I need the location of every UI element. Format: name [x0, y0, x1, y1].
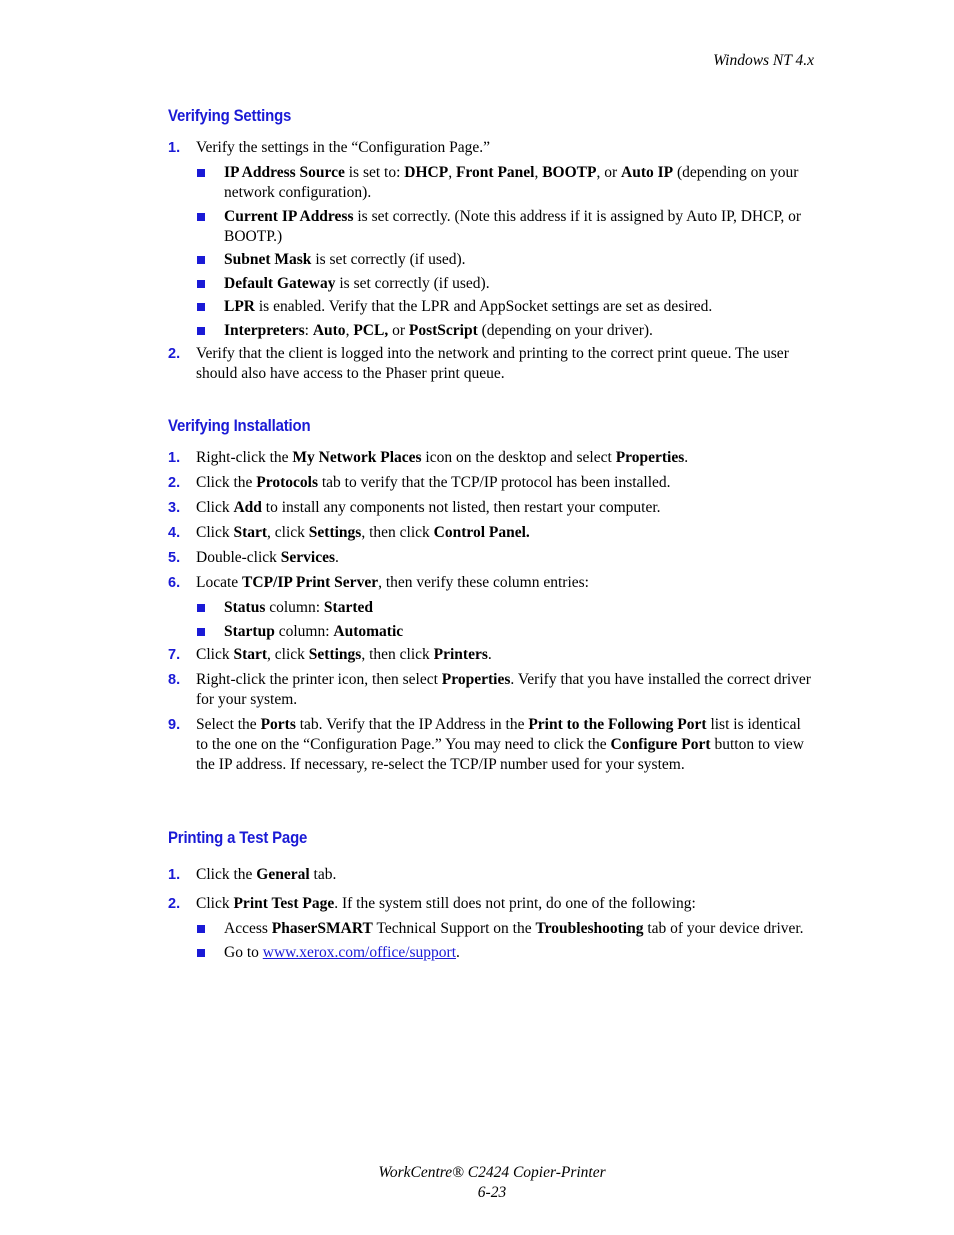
step-number: 5.	[168, 550, 181, 566]
list-item	[168, 865, 813, 885]
text: .	[684, 449, 689, 466]
bullet-item	[168, 274, 813, 294]
section-verifying-settings	[168, 106, 813, 389]
term: Interpreters	[224, 321, 305, 339]
section-verifying-installation	[168, 416, 813, 780]
term: Auto IP	[621, 164, 674, 181]
term: Add	[233, 499, 262, 516]
term: Start	[233, 646, 268, 663]
term: Automatic	[333, 622, 404, 640]
term: DHCP	[404, 164, 449, 181]
bullet-item	[168, 919, 813, 939]
text: Access	[224, 920, 272, 937]
list-item	[168, 894, 813, 914]
term: Default Gateway	[224, 274, 336, 292]
step-number: 2.	[168, 896, 181, 912]
square-bullet-icon	[197, 949, 205, 957]
page-footer	[0, 1163, 954, 1203]
bullet-item	[168, 207, 813, 247]
term: Status	[224, 599, 266, 616]
bullet-item	[168, 250, 813, 270]
text: to install any components not listed, then restart your computer.	[261, 499, 661, 516]
section-heading: Verifying Settings	[168, 106, 292, 125]
section-printing-test-page	[168, 828, 813, 966]
text: Right-click the	[196, 449, 293, 466]
square-bullet-icon	[197, 628, 205, 636]
term: LPR	[224, 298, 255, 315]
term: Settings	[308, 524, 362, 541]
term: BOOTP	[542, 164, 597, 181]
term: Subnet Mask	[224, 251, 312, 268]
term: Ports	[260, 716, 296, 733]
square-bullet-icon	[197, 256, 205, 264]
text: Locate	[196, 574, 243, 591]
square-bullet-icon	[197, 169, 205, 177]
text: tab. Verify that the IP Address in the	[295, 716, 529, 733]
step-number: 1.	[168, 450, 181, 466]
text: is enabled. Verify that the LPR and AppSocket settings are set as desired.	[255, 298, 713, 315]
product-name: WorkCentre® C2424 Copier-Printer	[378, 1164, 606, 1181]
square-bullet-icon	[197, 213, 205, 221]
text: tab.	[309, 866, 337, 883]
term: Printers	[433, 646, 488, 663]
list-item	[168, 138, 813, 158]
list-item	[168, 448, 813, 468]
text: Go to	[224, 943, 263, 961]
text: is set correctly (if used).	[335, 274, 490, 292]
term: IP Address Source	[224, 164, 345, 181]
step-number: 9.	[168, 717, 181, 733]
step-number: 6.	[168, 575, 181, 591]
term: Properties	[615, 449, 685, 466]
bullet-item	[168, 297, 813, 317]
term: Startup	[224, 622, 275, 640]
bullet-item	[168, 321, 813, 341]
text: ,	[448, 164, 456, 181]
square-bullet-icon	[197, 327, 205, 335]
text: . Verify that you have installed the correct driver for your system.	[196, 671, 811, 708]
term: Auto	[312, 321, 346, 339]
text: icon on the desktop and select	[421, 449, 616, 466]
step-number: 4.	[168, 525, 181, 541]
text: :	[304, 321, 313, 339]
step-number: 3.	[168, 500, 181, 516]
text: .	[335, 549, 339, 566]
text: Click	[196, 524, 234, 541]
term: TCP/IP Print Server	[242, 574, 379, 591]
text: , then click	[361, 524, 434, 541]
text: Click	[196, 895, 234, 912]
term: Current IP Address	[224, 207, 354, 225]
text: or	[388, 321, 409, 339]
page-number: 6-23	[477, 1184, 507, 1201]
text: Click	[196, 499, 234, 516]
term: Services	[280, 549, 336, 566]
text: , then click	[361, 646, 434, 663]
support-link[interactable]: www.xerox.com/office/support	[262, 943, 457, 961]
square-bullet-icon	[197, 280, 205, 288]
text: (depending on your driver).	[477, 321, 653, 339]
text: Click the	[196, 866, 257, 883]
list-item	[168, 498, 813, 518]
term: Front Panel	[455, 164, 535, 181]
text: list is identical to the one on the “Configuration Page.” You may need to click the	[196, 716, 801, 753]
term: Settings	[308, 646, 362, 663]
text: is set to:	[344, 164, 405, 181]
square-bullet-icon	[197, 604, 205, 612]
text: , click	[267, 646, 309, 663]
bullet-item	[168, 943, 813, 963]
term: PostScript	[408, 321, 478, 339]
text: Select the	[196, 716, 261, 733]
step-number: 2.	[168, 346, 181, 362]
bullet-item	[168, 163, 813, 203]
list-item	[168, 715, 813, 775]
text: .	[487, 646, 492, 663]
term: PhaserSMART	[271, 920, 373, 937]
list-item	[168, 573, 813, 593]
term: Protocols	[256, 474, 318, 491]
step-text: Verify the settings in the “Configuration Page.”	[196, 139, 491, 156]
step-number: 1.	[168, 867, 181, 883]
square-bullet-icon	[197, 303, 205, 311]
list-item	[168, 473, 813, 493]
bullet-item	[168, 598, 813, 618]
section-heading: Verifying Installation	[168, 416, 311, 435]
step-number: 2.	[168, 475, 181, 491]
text: Technical Support on the	[372, 920, 536, 937]
text: , then verify these column entries:	[378, 574, 589, 591]
term: My Network Places	[292, 449, 422, 466]
text: column:	[265, 599, 324, 616]
text: , click	[267, 524, 309, 541]
term: Started	[323, 599, 373, 616]
text: . If the system still does not print, do one of the following:	[334, 895, 696, 912]
bullet-item	[168, 622, 813, 642]
term: Properties	[441, 671, 511, 688]
text: tab of your device driver.	[643, 920, 804, 937]
list-item	[168, 523, 813, 543]
text: ,	[345, 321, 354, 339]
term: General	[256, 866, 310, 883]
text: Click the	[196, 474, 257, 491]
term: Configure Port	[610, 736, 711, 753]
list-item	[168, 344, 813, 384]
text: is set correctly (if used).	[311, 251, 466, 268]
step-number: 8.	[168, 672, 181, 688]
term: Print to the Following Port	[528, 716, 707, 733]
term: PCL,	[353, 321, 389, 339]
text: tab to verify that the TCP/IP protocol has been installed.	[317, 474, 671, 491]
text: , or	[596, 164, 622, 181]
text: Double-click	[196, 549, 281, 566]
text: Right-click the printer icon, then select	[196, 671, 442, 688]
term: Print Test Page	[233, 895, 335, 912]
term: Control Panel.	[433, 524, 530, 541]
square-bullet-icon	[197, 925, 205, 933]
text: is set correctly. (Note this address if it is assigned by Auto IP, DHCP, or BOOTP.)	[224, 207, 802, 245]
text: (depending on your network configuration).	[224, 164, 799, 201]
step-number: 1.	[168, 140, 181, 156]
term: Start	[233, 524, 268, 541]
list-item	[168, 670, 813, 710]
section-heading: Printing a Test Page	[168, 828, 308, 847]
term: Troubleshooting	[535, 920, 644, 937]
step-text: Verify that the client is logged into the network and printing to the correct print queue. The user should also have access to the Phaser print queue.	[196, 345, 789, 382]
text: .	[456, 943, 460, 961]
text: button to view the IP address. If necessary, re-select the TCP/IP number used for your system.	[196, 736, 805, 773]
text: Click	[196, 646, 234, 663]
step-number: 7.	[168, 647, 181, 663]
list-item	[168, 548, 813, 568]
text: column:	[274, 622, 334, 640]
list-item	[168, 645, 813, 665]
running-header: Windows NT 4.x	[713, 52, 814, 69]
text: ,	[534, 164, 543, 181]
